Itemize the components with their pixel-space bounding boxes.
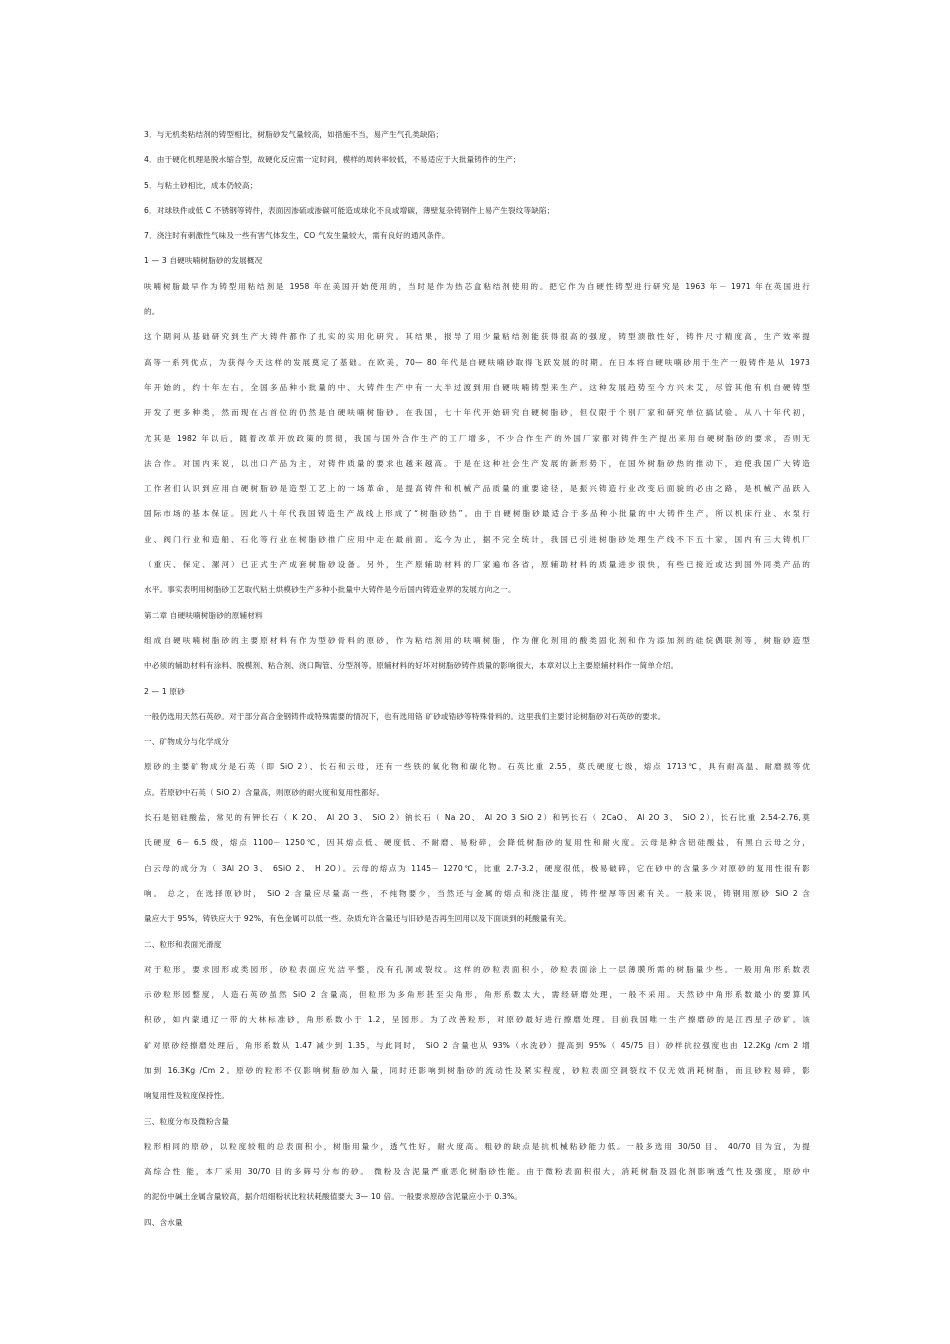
section-heading: [144, 932, 810, 957]
text-line: 法合作。对国内来说，以出口产品为主，对铸件质量的要求也越来越高。于是在这种社会生产发展的新形势下，在国外树脂砂热的推动下，迫使我国广大铸造: [144, 458, 810, 468]
text-line: 3．与无机类粘结剂的铸型相比，树脂砂发气量较高，如措施不当，易产生气孔类缺陷；: [144, 130, 444, 139]
paragraph: [144, 704, 810, 729]
text-line: 业、阀门行业和造船、石化等行业在树脂砂推广应用中走在最前面。迄今为止，据不完全统计，我国已引进树脂砂处理生产线不下五十家，国内有三大铸机厂: [144, 534, 810, 544]
text-line: 点。若原砂中石英（ SiO 2）含量高，则原砂的耐火度和复用性都好。: [144, 787, 385, 797]
text-line: 组成自硬呋喃树脂砂的主要原材料有作为型砂骨料的原砂，作为粘结剂用的呋喃树脂，作为催化剂用的酸类固化剂和作为添加剂的硅烷偶联剂等，树脂砂造型: [144, 635, 810, 645]
text-line: 量应大于 95%，铸铁应大于 92%，有色金属可以低一些。杂质允许含量还与旧砂是否再生回用以及下面谈到的耗酸量有关。: [144, 914, 571, 924]
section-heading: [144, 603, 810, 628]
text-line: 示砂粒形园整度，人造石英砂虽然 SiO 2 含量高，但粒形为多角形甚至尖角形，角形系数太大，需经研磨处理，一般不采用。天然砂中角形系数最小的要算风: [144, 990, 810, 1000]
text-line: 氏硬度 6－ 6.5 级，熔点 1100－ 1250℃，因其熔点低、硬度低、不耐磨、易粉碎，会降低树脂砂的复用性和耐火度。云母是种含铝硅酸盐，有黑白云母之分，: [144, 838, 810, 848]
text-line: 积砂，如内蒙通辽一带的大林标准砂，角形系数小于 1.2，呈园形。为了改善粒形，对原砂最好进行擦磨处理。目前我国唯一生产擦磨砂的是江西星子砂矿。该: [144, 1015, 810, 1025]
text-line: 白云母的成分为（ 3Al 2O 3、 6SiO 2、 H 2O）。云母的熔点为 1145－ 1270℃，比重 2.7-3.2，硬度很低，极易破碎，它在砂中的含量多少对原砂的复用性很有影: [144, 863, 810, 873]
text-line: 一、矿物成分与化学成分: [144, 737, 230, 747]
section-heading: [144, 1109, 810, 1134]
text-line: 加到 16.3Kg /Cm 2。原砂的粒形不仅影响树脂砂加入量，同时还影响到树脂砂的流动性及紧实程度，砂粒表面空洞裂纹不仅无效消耗树脂，而且砂粒易碎，影: [144, 1065, 810, 1075]
text-line: 2 — 1 原砂: [144, 686, 185, 696]
paragraph: [144, 957, 810, 1109]
text-line: 的泥份中碱土金属含量较高，据介绍细粉状比粒状耗酸值要大 3— 10 倍。一般要求原砂含泥量应小于 0.3%。: [144, 1192, 523, 1202]
list-item: [144, 147, 810, 172]
text-line: 开发了更多种类，然而现在占首位的仍然是自硬呋喃树脂砂。在我国，七十年代开始研究自硬树脂砂，但仅限于个别厂家和研究单位搞试验。从八十年代初，: [144, 408, 810, 418]
text-line: 4．由于硬化机理是脱水缩合型，故硬化反应需一定时间，模样的周转率较低，不易适应于大批量铸件的生产；: [144, 155, 521, 165]
text-line: 三、粒度分布及微粉含量: [144, 1116, 230, 1126]
text-line: 响。 总之，在选择原砂时， SiO 2 含量应尽量高一些，不纯物要少，当然还与金属的熔点和浇注温度，铸件壁厚等因素有关。一般来说，铸钢用原砂 SiO 2 含: [144, 888, 810, 898]
list-item: [144, 173, 810, 198]
text-line: （重庆、保定、漯河）已正式生产成套树脂砂设备。另外，生产原辅助材料的厂家遍布各省，原辅助材料的质量进步很快，有些已接近或达到国外同类产品的: [144, 560, 810, 570]
text-line: 原砂的主要矿物成分是石英（即 SiO 2）、长石和云母，还有一些铁的氧化物和碳化物。石英比重 2.55，莫氏硬度七级，熔点 1713℃，具有耐高温、耐磨损等优: [144, 762, 810, 772]
text-line: 的。: [144, 307, 160, 317]
document-page: [144, 122, 810, 1235]
text-line: 尤其是 1982 年以后，随着改革开放政策的贯彻，我国与国外合作生产的工厂增多，不少合作生产的外国厂家都对铸件生产提出来用自硬树脂砂的要求，否则无: [144, 433, 810, 443]
paragraph: [144, 324, 810, 602]
list-item: [144, 223, 810, 248]
text-line: 四、含水量: [144, 1217, 183, 1227]
section-heading: [144, 729, 810, 754]
section-heading: [144, 248, 810, 273]
text-line: 矿对原砂经擦磨处理后，角形系数从 1.47 减少到 1.35，与此同时， SiO 2 含量也从 93%（水洗砂）提高到 95%（ 45/75 目）砂样抗拉强度也由 12.2Kg /cm 2 增: [144, 1040, 810, 1050]
text-line: 国际市场的基本保证。因此八十年代我国铸造生产战线上形成了“树脂砂热”。由于自硬树脂砂最适合于多品种小批量的中大铸件生产，所以机床行业、水泵行: [144, 509, 810, 519]
text-line: 对于粒形，要求园形或类园形，砂粒表面应光洁平整，没有孔洞或裂纹。这样的砂粒表面积小，砂粒表面涂上一层薄膜所需的树脂量少些。一般用角形系数表: [144, 964, 810, 974]
paragraph: [144, 628, 810, 679]
text-line: 工作者们认识到应用自硬树脂砂是造型工艺上的一场革命，是提高铸件和机械产品质量的重要途径，是振兴铸造行业改变后面貌的必由之路，是机械产品跃入: [144, 484, 810, 494]
text-line: 水平。事实表明用树脂砂工艺取代粘土烘模砂生产多种小批量中大铸件是今后国内铸造业界的发展方向之一。: [144, 585, 516, 595]
text-line: 中必须的辅助材料有涂料、脱模剂、粘合剂、浇口陶管、分型剂等。原辅材料的好坏对树脂砂铸件质量的影响很大，本章对以上主要原辅材料作一简单介绍。: [144, 661, 679, 671]
text-line: 这个期间从基础研究到生产大铸件都作了扎实的实用化研究。其结果，报导了用少量粘结剂能获得很高的强度，铸型溃散性好，铸件尺寸精度高，生产效率提: [144, 332, 810, 342]
paragraph: [144, 805, 810, 931]
list-item: [144, 122, 810, 147]
text-line: 7．浇注时有刺激性气味及一些有害气体发生，CO 气发生量较大，需有良好的通风条件。: [144, 231, 450, 241]
text-line: 第二章 自硬呋喃树脂砂的原辅材料: [144, 610, 263, 620]
text-line: 粒形相同的原砂，以粒度较粗的总表面积小，树脂用量少，透气性好，耐火度高。粗砂的缺点是抗机械粘砂能力低。一般多选用 30/50 目、 40/70 目为宜，为提: [144, 1141, 810, 1151]
section-heading: [144, 1210, 810, 1235]
paragraph: [144, 274, 810, 325]
text-line: 响复用性及粒度保持性。: [144, 1091, 230, 1101]
text-line: 呋喃树脂最早作为铸型用粘结剂是 1958 年在美国开始使用的，当时是作为热芯盒粘结剂使用的。把它作为自硬性铸型进行研究是 1963 年－ 1971 年在英国进行: [144, 281, 810, 291]
text-line: 高等一系列优点，为获得今天这样的发展奠定了基础。在欧美，70— 80 年代是自硬呋喃砂取得飞跃发展的时期。在日本将自硬呋喃砂用于生产一般铸件是从 1973: [144, 357, 810, 367]
text-line: 年开始的，约十年左右，全国多品种小批量的中、大铸件生产中有一大半过渡到用自硬呋喃铸型来生产。这种发展趋势至今方兴未艾，尽管其他有机自硬铸型: [144, 382, 810, 392]
paragraph: [144, 754, 810, 805]
text-line: 二、粒形和表面光滑度: [144, 939, 222, 949]
text-line: 长石是铝硅酸盐，常见的有钾长石（ K 2O、 Al 2O 3、 SiO 2）钠长石（ Na 2O、 Al 2O 3 SiO 2）和钙长石（ 2CaO、 Al 2O 3、 SiO 2），长石比重 2.54-2.76,莫: [144, 813, 810, 823]
text-line: 6．对球铁件或低 C 不锈钢等铸件，表面因渗硫或渗碳可能造成球化不良或增碳，薄壁复杂铸钢件上易产生裂纹等缺陷；: [144, 205, 555, 215]
text-line: 5．与粘土砂相比，成本仍较高；: [144, 180, 258, 190]
text-line: 1 — 3 自硬呋喃树脂砂的发展概况: [144, 256, 263, 266]
text-line: 一般仍选用天然石英砂。对于部分高合金钢铸件或特殊需要的情况下，也有选用铬 矿砂或锆砂等特殊骨料的。这里我们主要讨论树脂砂对石英砂的要求。: [144, 711, 666, 721]
paragraph: [144, 1134, 810, 1210]
list-item: [144, 198, 810, 223]
section-heading: [144, 679, 810, 704]
text-line: 高综合性 能，本厂采用 30/70 目的多筛号分布的砂。 微粉及含泥量严重恶化树脂砂性能。由于微粉表面积很大，消耗树脂及固化剂影响透气性及强度，原砂中: [144, 1167, 810, 1177]
